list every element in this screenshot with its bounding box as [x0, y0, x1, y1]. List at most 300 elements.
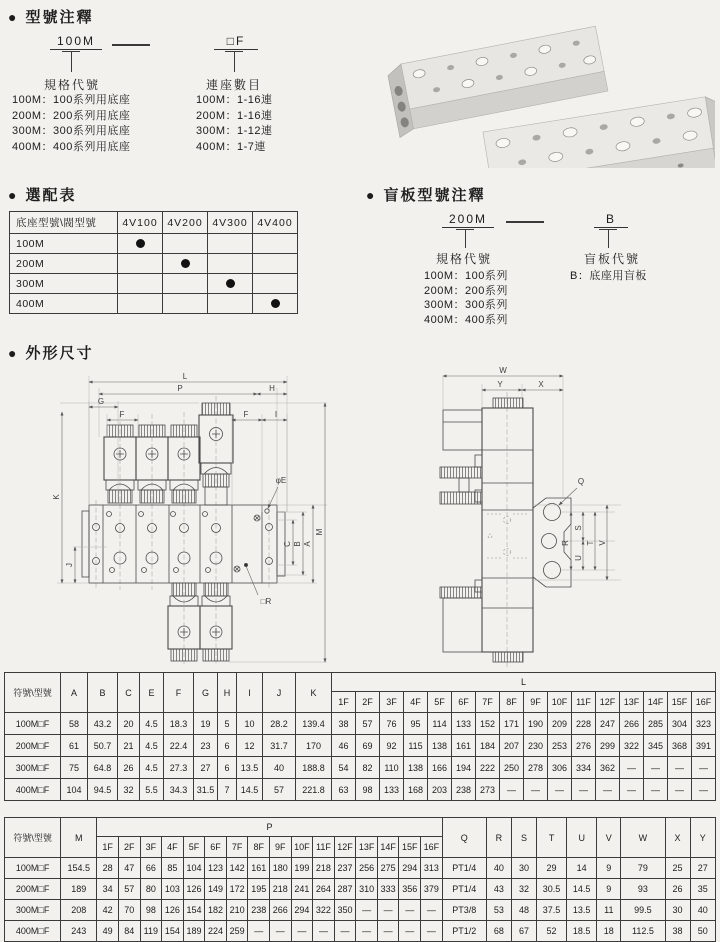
dim-value-cell: 209	[548, 713, 572, 735]
dim-value-cell: 210	[226, 900, 248, 921]
option-col-header: 底座型號\閥型號	[10, 212, 118, 234]
spec-item: 300M：1-12連	[196, 125, 273, 137]
dim-value-cell: 256	[356, 858, 378, 879]
dim-value-cell: 273	[476, 779, 500, 801]
dim-value-cell: 26	[118, 757, 140, 779]
dim-value-cell: 69	[356, 735, 380, 757]
dim-value-cell: 299	[596, 735, 620, 757]
dim-value-cell: 304	[668, 713, 692, 735]
dim-value-cell: 189	[183, 921, 205, 942]
dimension-table-2	[4, 817, 716, 942]
dim-value-cell: 228	[572, 713, 596, 735]
dim-value-cell: 38	[332, 713, 356, 735]
dim-value-cell: —	[421, 900, 443, 921]
col-header: U	[567, 818, 597, 858]
dim-value-cell: —	[356, 921, 378, 942]
col-header: I	[237, 673, 263, 713]
dim-label-phiE: φE	[275, 476, 287, 485]
dim-value-cell: 52	[537, 921, 567, 942]
dim-value-cell: 123	[205, 858, 227, 879]
option-cell	[118, 294, 163, 314]
dim-value-cell: 313	[421, 858, 443, 879]
dim-value-cell: 238	[248, 900, 270, 921]
dim-value-cell: 5	[218, 713, 237, 735]
dim-label-H: H	[269, 384, 275, 393]
spec-item: 400M：400系列	[424, 313, 508, 326]
dim-value-cell: 32	[511, 879, 536, 900]
dim-value-cell: 322	[620, 735, 644, 757]
dim-value-cell: 222	[476, 757, 500, 779]
station-col-header: 11F	[572, 692, 596, 713]
dim-value-cell: 35	[690, 879, 715, 900]
dim-value-cell: 4.5	[140, 713, 164, 735]
dim-value-cell: 275	[377, 858, 399, 879]
dim-value-cell: —	[524, 779, 548, 801]
dim-value-cell: 188.8	[296, 757, 332, 779]
model-suffix: □F	[214, 34, 258, 50]
dim-value-cell: 94.5	[88, 779, 118, 801]
dim-value-cell: 14	[567, 858, 597, 879]
dim-value-cell: 34.3	[164, 779, 194, 801]
station-col-header: 6F	[205, 837, 227, 858]
dim-label-Q: Q	[577, 477, 585, 486]
dim-value-cell: —	[399, 900, 421, 921]
dim-value-cell: —	[248, 921, 270, 942]
dim-value-cell: 30	[665, 900, 690, 921]
side-view-drawing	[440, 366, 621, 667]
dim-value-cell: 7	[218, 779, 237, 801]
dim-value-cell: 57	[263, 779, 296, 801]
dim-value-cell: 68	[486, 921, 511, 942]
row-label: 200M□F	[5, 735, 61, 757]
dim-value-cell: 76	[380, 713, 404, 735]
col-header: R	[486, 818, 511, 858]
col-header: V	[597, 818, 621, 858]
dim-label-S: S	[574, 525, 583, 531]
code-connector	[506, 221, 544, 223]
dim-value-cell: —	[313, 921, 335, 942]
dim-label-B: B	[293, 541, 302, 547]
dim-value-cell: 207	[500, 735, 524, 757]
station-col-header: 6F	[452, 692, 476, 713]
option-cell	[163, 234, 208, 254]
dim-value-cell: 149	[205, 879, 227, 900]
dim-label-F2: F	[243, 410, 249, 419]
bullet-icon: ●	[366, 187, 375, 203]
dim-value-cell: 43	[486, 879, 511, 900]
dim-value-cell: 126	[183, 879, 205, 900]
dim-value-cell: 208	[61, 900, 97, 921]
station-col-header: 11F	[313, 837, 335, 858]
dim-value-cell: 29	[537, 858, 567, 879]
dim-value-cell: 199	[291, 858, 313, 879]
dim-value-cell: 184	[476, 735, 500, 757]
dim-value-cell: 57	[118, 879, 140, 900]
dim-value-cell: 40	[690, 900, 715, 921]
col-header: T	[537, 818, 567, 858]
internal-details	[487, 514, 529, 558]
dim-value-cell: 19	[194, 713, 218, 735]
dim-value-cell: 322	[313, 900, 335, 921]
dim-value-cell: 47	[118, 858, 140, 879]
dim-value-cell: 142	[226, 858, 248, 879]
dim-value-cell: 161	[248, 858, 270, 879]
dim-value-cell: —	[668, 779, 692, 801]
dim-value-cell: 5.5	[140, 779, 164, 801]
dim-value-cell: 95	[404, 713, 428, 735]
dim-label-R: R	[561, 540, 570, 546]
option-col-header: 4V400	[253, 212, 298, 234]
dim-table-row	[5, 879, 716, 900]
dim-value-cell: 166	[428, 757, 452, 779]
station-col-header: 16F	[692, 692, 716, 713]
dim-value-cell: 139.4	[296, 713, 332, 735]
dim-value-cell: 285	[644, 713, 668, 735]
blind-code-list	[570, 269, 647, 284]
dim-label-C: C	[283, 541, 292, 547]
dim-value-cell: 9	[597, 879, 621, 900]
station-col-header: 15F	[668, 692, 692, 713]
row-label: 100M□F	[5, 713, 61, 735]
dim-value-cell: 333	[377, 879, 399, 900]
compatibility-dot-icon	[181, 259, 190, 268]
dim-value-cell: 46	[332, 735, 356, 757]
group-header: P	[97, 818, 442, 837]
dim-value-cell: 37.5	[537, 900, 567, 921]
compatibility-dot-icon	[136, 239, 145, 248]
dim-label-I: I	[274, 410, 278, 419]
section-heading-blind	[366, 184, 485, 205]
dim-value-cell: 49	[97, 921, 119, 942]
dim-value-cell: 243	[61, 921, 97, 942]
option-table	[9, 211, 298, 314]
dim-value-cell: 98	[356, 779, 380, 801]
dim-value-cell: —	[399, 921, 421, 942]
dim-value-cell: 154.5	[61, 858, 97, 879]
dim-value-cell: 362	[596, 757, 620, 779]
dim-value-cell: 126	[162, 900, 184, 921]
dim-value-cell: 25	[665, 858, 690, 879]
dim-value-cell: 310	[356, 879, 378, 900]
dim-value-cell: 133	[452, 713, 476, 735]
dim-label-F: F	[119, 410, 125, 419]
dimension-lines	[62, 382, 325, 662]
dim-value-cell: PT1/2	[442, 921, 486, 942]
option-cell	[208, 254, 253, 274]
dim-value-cell: 171	[500, 713, 524, 735]
dim-value-cell: 27	[194, 757, 218, 779]
dim-value-cell: 154	[183, 900, 205, 921]
dim-value-cell: 14.5	[567, 879, 597, 900]
option-col-header: 4V100	[118, 212, 163, 234]
dim-value-cell: 218	[313, 858, 335, 879]
station-col-header: 14F	[377, 837, 399, 858]
col-header: W	[621, 818, 665, 858]
section-title: 選配表	[25, 187, 77, 204]
section-heading-dims	[8, 342, 93, 363]
tree-stem	[465, 229, 466, 248]
option-cell	[253, 234, 298, 254]
col-header: E	[140, 673, 164, 713]
blind-spec-label: 規格代號	[436, 252, 493, 266]
dim-value-cell: 323	[692, 713, 716, 735]
station-col-header: 7F	[226, 837, 248, 858]
dim-value-cell: 84	[118, 921, 140, 942]
dim-value-cell: —	[692, 757, 716, 779]
dim-value-cell: —	[334, 921, 356, 942]
dim-value-cell: 12	[237, 735, 263, 757]
dim-value-cell: 194	[452, 757, 476, 779]
dim-value-cell: —	[596, 779, 620, 801]
col-header: X	[665, 818, 690, 858]
dim-value-cell: PT1/4	[442, 858, 486, 879]
blind-spec-list	[424, 269, 508, 327]
col-header: G	[194, 673, 218, 713]
dim-value-cell: 287	[334, 879, 356, 900]
spec-item: B：底座用盲板	[570, 270, 647, 282]
extension-lines	[57, 376, 327, 662]
dim-value-cell: 161	[452, 735, 476, 757]
outline-drawings	[35, 362, 695, 667]
dim-value-cell: 203	[428, 779, 452, 801]
dim-value-cell: 43.2	[88, 713, 118, 735]
tree-stem	[71, 51, 72, 72]
dim-value-cell: 190	[524, 713, 548, 735]
dim-value-cell: —	[377, 900, 399, 921]
dim-value-cell: 138	[404, 757, 428, 779]
station-col-header: 5F	[428, 692, 452, 713]
dim-value-cell: —	[620, 779, 644, 801]
manifold-body	[82, 505, 285, 583]
dim-value-cell: 4.5	[140, 757, 164, 779]
dim-value-cell: 50.7	[88, 735, 118, 757]
bullet-icon: ●	[8, 187, 17, 203]
dim-value-cell: 18	[597, 921, 621, 942]
spec-item: 400M：400系列用底座	[12, 140, 131, 153]
section-heading-model-note	[8, 6, 93, 27]
dim-value-cell: 264	[313, 879, 335, 900]
dim-value-cell: 26	[665, 879, 690, 900]
dim-value-cell: 34	[97, 879, 119, 900]
dim-value-cell: 40	[486, 858, 511, 879]
station-col-header: 8F	[500, 692, 524, 713]
code-connector	[112, 44, 150, 46]
dim-label-L: L	[182, 372, 188, 381]
dim-value-cell: —	[692, 779, 716, 801]
dim-value-cell: 30.5	[537, 879, 567, 900]
dim-value-cell: 247	[596, 713, 620, 735]
spec-item: 400M：1-7連	[196, 140, 266, 153]
dim-value-cell: 115	[404, 735, 428, 757]
dim-value-cell: 13.5	[237, 757, 263, 779]
station-col-header: 10F	[548, 692, 572, 713]
dim-value-cell: 104	[183, 858, 205, 879]
dim-label-Y: Y	[497, 380, 503, 389]
option-cell	[253, 254, 298, 274]
dim-value-cell: 276	[572, 735, 596, 757]
option-cell	[163, 254, 208, 274]
dim-value-cell: 40	[263, 757, 296, 779]
section-title: 型號注釋	[25, 9, 94, 26]
dim-value-cell: 253	[548, 735, 572, 757]
dim-value-cell: 334	[572, 757, 596, 779]
station-col-header: 10F	[291, 837, 313, 858]
station-count-label: 連座數目	[206, 78, 263, 92]
dim-value-cell: 306	[548, 757, 572, 779]
dim-value-cell: 58	[61, 713, 88, 735]
station-col-header: 9F	[270, 837, 292, 858]
dim-value-cell: —	[356, 900, 378, 921]
dim-value-cell: 11	[597, 900, 621, 921]
station-col-header: 15F	[399, 837, 421, 858]
row-label: 400M□F	[5, 921, 61, 942]
dim-value-cell: 27	[690, 858, 715, 879]
dim-value-cell: 294	[291, 900, 313, 921]
dim-value-cell: 21	[118, 735, 140, 757]
station-col-header: 12F	[596, 692, 620, 713]
col-header: S	[511, 818, 536, 858]
group-header: L	[332, 673, 716, 692]
dim-value-cell: 294	[399, 858, 421, 879]
dim-value-cell: 14.5	[237, 779, 263, 801]
dim-value-cell: 241	[291, 879, 313, 900]
dim-value-cell: 379	[421, 879, 443, 900]
dim-value-cell: 266	[620, 713, 644, 735]
col-header: J	[263, 673, 296, 713]
corner-label: 符號\型號	[5, 673, 61, 713]
dim-value-cell: 6	[218, 735, 237, 757]
section-title: 盲板型號注釋	[383, 187, 486, 204]
dim-value-cell: 195	[248, 879, 270, 900]
dim-value-cell: 22.4	[164, 735, 194, 757]
dim-value-cell: 70	[118, 900, 140, 921]
dim-labels-right	[497, 366, 607, 561]
option-cell	[208, 234, 253, 254]
option-row-label: 300M	[10, 274, 118, 294]
dim-value-cell: 42	[97, 900, 119, 921]
dim-value-cell: 57	[356, 713, 380, 735]
option-cell	[163, 274, 208, 294]
station-count-list	[196, 93, 273, 155]
dim-table-row	[5, 858, 716, 879]
valve-side-body	[440, 398, 571, 662]
dim-value-cell: 85	[162, 858, 184, 879]
dim-table-row	[5, 779, 716, 801]
dim-label-G: G	[97, 397, 105, 406]
station-col-header: 5F	[183, 837, 205, 858]
dim-value-cell: 104	[61, 779, 88, 801]
dim-value-cell: 31.5	[194, 779, 218, 801]
option-cell	[253, 274, 298, 294]
dim-value-cell: —	[500, 779, 524, 801]
dim-table-row	[5, 735, 716, 757]
dim-value-cell: 67	[511, 921, 536, 942]
section-heading-option	[8, 184, 76, 205]
dim-value-cell: 278	[524, 757, 548, 779]
dim-value-cell: —	[644, 757, 668, 779]
plan-view-drawing	[52, 372, 327, 664]
col-header: C	[118, 673, 140, 713]
dim-value-cell: 221.8	[296, 779, 332, 801]
dim-value-cell: 154	[162, 921, 184, 942]
dim-value-cell: 92	[380, 735, 404, 757]
dim-value-cell: —	[548, 779, 572, 801]
dim-value-cell: 103	[162, 879, 184, 900]
dim-value-cell: 82	[356, 757, 380, 779]
col-header: F	[164, 673, 194, 713]
dim-value-cell: 356	[399, 879, 421, 900]
dim-value-cell: 172	[226, 879, 248, 900]
row-label: 100M□F	[5, 858, 61, 879]
dim-value-cell: 266	[270, 900, 292, 921]
spec-item: 100M：1-16連	[196, 94, 273, 106]
dim-value-cell: 180	[270, 858, 292, 879]
dim-value-cell: 18.3	[164, 713, 194, 735]
row-label: 300M□F	[5, 757, 61, 779]
option-table-row	[10, 254, 298, 274]
tree-stem	[608, 229, 609, 248]
dim-value-cell: 9	[597, 858, 621, 879]
dim-label-V: V	[598, 540, 607, 546]
spec-item: 300M：300系列	[424, 299, 508, 311]
spec-item: 100M：100系列用底座	[12, 94, 131, 106]
dim-value-cell: —	[291, 921, 313, 942]
row-label: 400M□F	[5, 779, 61, 801]
dim-value-cell: 391	[692, 735, 716, 757]
station-col-header: 14F	[644, 692, 668, 713]
dim-value-cell: 238	[452, 779, 476, 801]
station-col-header: 3F	[380, 692, 404, 713]
dim-label-R-port: □R	[260, 597, 272, 606]
station-col-header: 8F	[248, 837, 270, 858]
dim-value-cell: 112.5	[621, 921, 665, 942]
station-col-header: 16F	[421, 837, 443, 858]
blind-code: 200M	[442, 212, 494, 228]
dimension-table-1	[4, 672, 716, 801]
dim-value-cell: 230	[524, 735, 548, 757]
dim-value-cell: 18.5	[567, 921, 597, 942]
dim-value-cell: —	[620, 757, 644, 779]
dim-value-cell: 28.2	[263, 713, 296, 735]
dim-value-cell: 27.3	[164, 757, 194, 779]
option-row-label: 100M	[10, 234, 118, 254]
station-col-header: 1F	[97, 837, 119, 858]
option-cell	[163, 294, 208, 314]
dim-value-cell: 218	[270, 879, 292, 900]
dim-label-J: J	[65, 563, 74, 567]
dim-value-cell: PT3/8	[442, 900, 486, 921]
dim-value-cell: 31.7	[263, 735, 296, 757]
option-col-header: 4V200	[163, 212, 208, 234]
option-table-row	[10, 294, 298, 314]
station-col-header: 13F	[620, 692, 644, 713]
dim-value-cell: 250	[500, 757, 524, 779]
station-col-header: 4F	[162, 837, 184, 858]
manifold-photos	[383, 10, 715, 168]
dim-value-cell: 54	[332, 757, 356, 779]
compatibility-dot-icon	[226, 279, 235, 288]
dim-table-row	[5, 757, 716, 779]
station-col-header: 7F	[476, 692, 500, 713]
dim-value-cell: 182	[205, 900, 227, 921]
spec-item: 300M：300系列用底座	[12, 125, 131, 137]
section-title: 外形尺寸	[25, 345, 94, 362]
station-col-header: 4F	[404, 692, 428, 713]
dim-value-cell: 259	[226, 921, 248, 942]
option-cell	[208, 294, 253, 314]
row-label: 300M□F	[5, 900, 61, 921]
dim-value-cell: 6	[218, 757, 237, 779]
